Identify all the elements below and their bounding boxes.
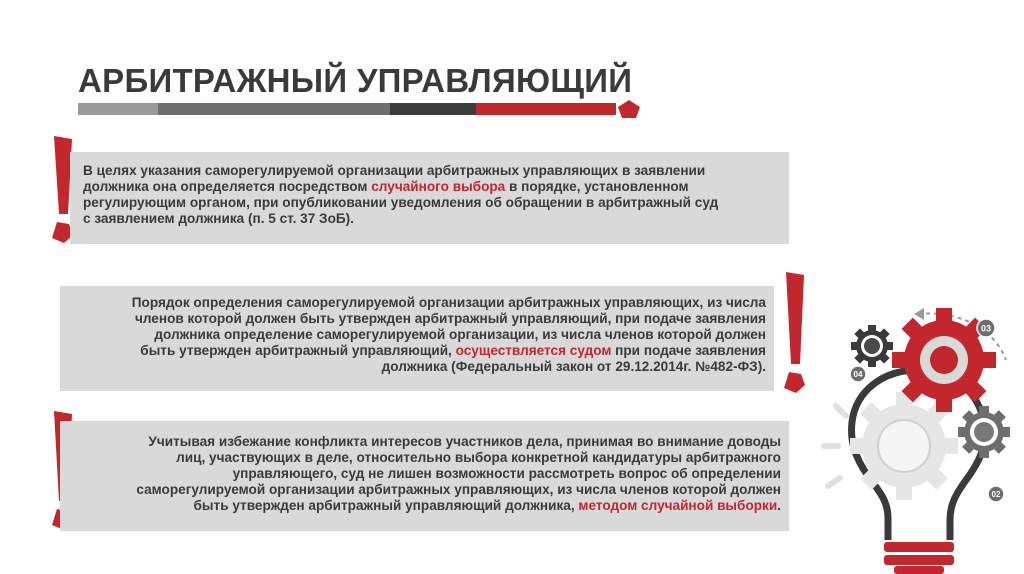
block-line: членов которой должен быть утвержден арбитражный управляющий, при подаче заявления	[134, 311, 766, 326]
highlight-text: осуществляется судом	[455, 343, 612, 358]
underline-segment-mid	[158, 103, 390, 115]
underline-segment-red	[476, 103, 616, 115]
step-badge-03	[977, 319, 995, 337]
step-label: 03	[980, 323, 992, 334]
bulb-base-icon	[884, 542, 954, 574]
block-line: должника (Федеральный закон от 29.12.2014г. №482-ФЗ).	[381, 359, 766, 374]
block-line: Учитывая избежание конфликта интересов участников дела, принимая во внимание доводы	[148, 434, 781, 449]
step-label: 02	[991, 490, 1001, 499]
block-line: должника определение саморегулируемой организации, из числа членов которой должен	[154, 327, 766, 342]
info-block-2	[60, 286, 774, 391]
step-badge-04	[850, 366, 866, 382]
block-line: В целях указания саморегулируемой организации арбитражных управляющих в заявлении	[83, 163, 706, 178]
highlight-text: случайного выбора	[371, 179, 506, 194]
block-line: быть утвержден арбитражный управляющий, осуществляется судом при подаче заявления	[140, 343, 766, 358]
block-line: саморегулируемой организации арбитражных управляющих, из числа членов которой должен	[136, 482, 781, 497]
block-line: быть утвержден арбитражный управляющий должника, методом случайной выборки.	[193, 498, 781, 513]
pentagon-marker-icon	[617, 99, 641, 119]
lightbulb-gears-illustration	[818, 300, 1024, 574]
info-block-3	[60, 421, 789, 531]
gear-icon	[851, 325, 893, 367]
underline-segment-dark	[390, 103, 476, 115]
step-badge-02	[988, 486, 1004, 502]
block-line: управляющего, суд не лишен возможности рассмотреть вопрос об определении	[232, 466, 781, 481]
step-label-hidden: 01	[818, 300, 820, 301]
block-line: должника она определяется посредством случайного выбора в порядке, установленном	[83, 179, 689, 194]
step-label: 04	[853, 370, 863, 379]
block-line: Порядок определения саморегулируемой организации арбитражных управляющих, из числа	[131, 295, 766, 310]
block-line: регулирующим органом, при опубликовании уведомления об обращении в арбитражный суд	[83, 195, 719, 210]
light-rays-icon	[824, 406, 846, 486]
slide-title: АРБИТРАЖНЫЙ УПРАВЛЯЮЩИЙ	[78, 62, 633, 99]
underline-segment-light	[78, 103, 158, 115]
gear-icon	[958, 406, 1010, 458]
info-block-1	[70, 152, 789, 244]
exclamation-icon	[776, 272, 810, 396]
block-line: лиц, участвующих в деле, относительно выбора конкретной кандидатуры арбитражного	[176, 450, 781, 465]
highlight-text: методом случайной выборки	[578, 498, 778, 513]
block-line: с заявлением должника (п. 5 ст. 37 ЗоБ).	[83, 211, 354, 226]
